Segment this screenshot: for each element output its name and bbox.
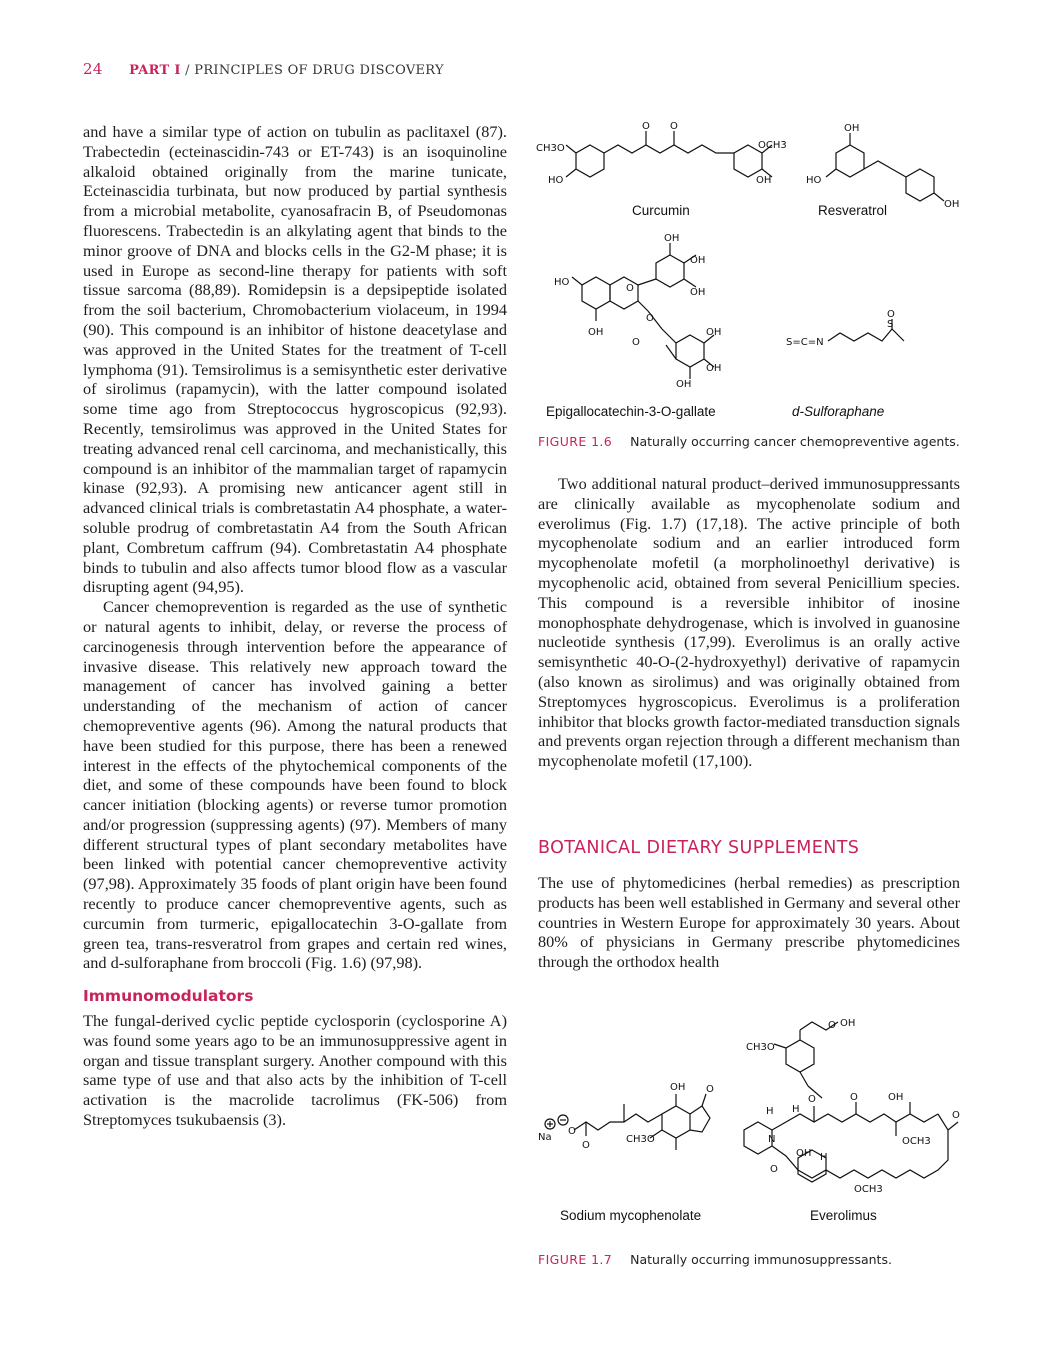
everolimus-n: N xyxy=(768,1134,776,1145)
egcg-ring-o: O xyxy=(626,283,634,294)
running-header xyxy=(83,60,444,78)
everolimus-och3-2: OCH3 xyxy=(854,1184,883,1195)
left-paragraph-2: Cancer chemoprevention is regarded as the use of synthetic or natural agents to inhibit, delay, or reverse the process of carcinogenesis through intervention before the appearance of invasive disease. This relatively new approach toward the management of cancer has involved gaining a better understanding of the mechanism of action of cancer chemopreventive agents (96). Among the natural products that have been studied for this purpose, there has been a renewed interest in the effects of the phytochemical components of the diet, and some of these compounds have been found to block cancer initiation (blocking agents) or reverse tumor promotion and/or progression (suppressing agents) (97). Members of many different structural types of plant secondary metabolites have been linked with potential cancer chemopreventive activity (97,98). Approximately 35 foods of plant origin have been found recently to produce cancer chemopreventive agents, such as curcumin from turmeric, epigallocatechin 3-O-gallate from green tea, trans-resveratrol from grapes and certain red wines, and d-sulforaphane from broccoli (Fig. 1.6) (97,98). xyxy=(83,597,507,973)
figure-1-6-structures xyxy=(530,115,970,430)
everolimus-oh-top: OH xyxy=(840,1018,856,1029)
egcg-oh-4: OH xyxy=(706,327,722,338)
curcumin-structure xyxy=(566,131,772,177)
everolimus-och3-1: OCH3 xyxy=(902,1136,931,1147)
mycophenolate-o-1: O xyxy=(568,1126,576,1137)
right-paragraph-2: The use of phytomedicines (herbal remedies) as prescription products has been well established in Germany and several other countries in Western Europe for approximately 30 years. About 80% of physicians in Germany prescribe phytomedicines through the orthodox health xyxy=(538,873,960,972)
egcg-oh-2: OH xyxy=(690,255,706,266)
egcg-carbonyl-o: O xyxy=(632,337,640,348)
egcg-oh-1: OH xyxy=(664,233,680,244)
subheading-immunomodulators: Immunomodulators xyxy=(83,987,254,1006)
curcumin-o-1: O xyxy=(642,121,650,132)
page-number: 24 xyxy=(83,60,103,78)
compound-name-resveratrol: Resveratrol xyxy=(818,203,888,218)
everolimus-o-2: O xyxy=(808,1094,816,1105)
section-heading-botanical: BOTANICAL DIETARY SUPPLEMENTS xyxy=(538,838,860,858)
curcumin-oh-right: OH xyxy=(756,175,772,186)
resveratrol-oh-right: OH xyxy=(944,199,960,210)
compound-name-everolimus: Everolimus xyxy=(810,1208,877,1223)
everolimus-h-3: H xyxy=(820,1152,828,1163)
curcumin-och3-right: OCH3 xyxy=(758,140,787,151)
egcg-oh-5: OH xyxy=(706,363,722,374)
compound-name-sulforaphane: d-Sulforaphane xyxy=(792,404,885,419)
compound-name-egcg: Epigallocatechin-3-O-gallate xyxy=(546,404,716,419)
egcg-ho: HO xyxy=(554,277,570,288)
everolimus-o-5: O xyxy=(770,1164,778,1175)
resveratrol-structure xyxy=(826,133,944,201)
curcumin-o-2: O xyxy=(670,121,678,132)
compound-name-mycophenolate: Sodium mycophenolate xyxy=(560,1208,702,1223)
everolimus-h-2: H xyxy=(792,1104,800,1115)
everolimus-oh-right: OH xyxy=(888,1092,904,1103)
egcg-ester-o: O xyxy=(646,313,654,324)
figure-1-6-label: FIGURE 1.6 xyxy=(538,434,613,449)
egcg-oh-bottom: OH xyxy=(588,327,604,338)
left-paragraph-1: and have a similar type of action on tubulin as paclitaxel (87). Trabectedin (ecteinascidin-743 or ET-743) is an isoquinoline alkaloid obtained originally from the marine tunicate, Ecteinascidia turbinata, but now produced by partial synthesis from a microbial metabolite, cyanosafracin B, of Pseudomonas fluorescens. Trabectedin is an alkylating agent that binds to the minor groove of DNA and blocks cells in the G2-M phase; it is used in Europe as second-line therapy for patients with soft tissue sarcoma (88,89). Romidepsin is a depsipeptide isolated from the soil bacterium, Chromobacterium violaceum, in 1994 (90). This compound is an inhibitor of histone deacetylase and was approved in the United States for the treatment of T-cell lymphoma (91). Temsirolimus is a semisynthetic ester derivative of sirolimus (rapamycin), with the latter compound isolated some time ago from Streptococcus hygroscopicus (92,93). Recently, temsirolimus was approved in the United States for treating advanced renal cell carcinoma, and mechanistically, this compound is an inhibitor of the mammalian target of rapamycin kinase (92,93). A promising new anticancer agent still in advanced clinical trials is combretastatin A4 phosphate, a water-soluble prodrug of combretastatin A4 from the South African plant, Combretum caffrum (94). Combretastatin A4 phosphate binds to tubulin and also affects tumor blood flow as a vascular disrupting agent (94,95). xyxy=(83,122,507,597)
figure-1-7-caption-text: Naturally occurring immunosuppressants. xyxy=(630,1252,892,1267)
everolimus-oh-mid: OH xyxy=(796,1148,812,1159)
everolimus-o-1: O xyxy=(828,1020,836,1031)
figure-1-7-structures xyxy=(530,1010,970,1240)
figure-1-6 xyxy=(530,115,970,430)
figure-1-6-caption xyxy=(538,434,960,449)
header-separator: / xyxy=(185,63,190,78)
mycophenolate-o-2: O xyxy=(582,1140,590,1151)
mycophenolate-oh: OH xyxy=(670,1082,686,1093)
compound-name-curcumin: Curcumin xyxy=(632,203,690,218)
mycophenolate-na: Na xyxy=(538,1132,552,1143)
figure-1-7-caption xyxy=(538,1252,892,1267)
resveratrol-ho: HO xyxy=(806,175,822,186)
everolimus-ch3o: CH3O xyxy=(746,1042,775,1053)
left-column xyxy=(83,122,507,1130)
everolimus-o-4: O xyxy=(952,1110,960,1121)
sulforaphane-o: O xyxy=(887,309,895,320)
right-paragraph-1: Two additional natural product–derived immunosuppressants are clinically available as mycophenolate sodium and everolimus (Fig. 1.7) (17,18). The active principle of both mycophenolate sodium and an earlier introduced form mycophenolate mofetil (a morpholinoethyl derivative) is mycophenolic acid, obtained from several Penicillium species. This compound is a reversible inhibitor of inosine monophosphate dehydrogenase, which is involved in guanosine nucleotide synthesis (17,99). Everolimus is an orally active semisynthetic 40-O-(2-hydroxyethyl) derivative of rapamycin (also known as sirolimus) and was originally obtained from Streptomyces hygroscopicus. Everolimus is a proliferation inhibitor that blocks growth factor-mediated transduction signals and prevents organ rejection through a different mechanism than mycophenolate mofetil (17,100). xyxy=(538,474,960,771)
header-title: PRINCIPLES OF DRUG DISCOVERY xyxy=(194,63,444,78)
part-label: PART I xyxy=(129,63,181,78)
sulforaphane-scn: S=C=N xyxy=(786,337,824,348)
curcumin-ho-left: HO xyxy=(548,175,564,186)
figure-1-7 xyxy=(530,1010,970,1240)
figure-1-7-label: FIGURE 1.7 xyxy=(538,1252,613,1267)
figure-1-6-caption-text: Naturally occurring cancer chemopreventive agents. xyxy=(630,434,960,449)
left-paragraph-3: The fungal-derived cyclic peptide cyclosporin (cyclosporine A) was found some years ago to be an immunosuppressive agent in organ and tissue transplant surgery. Another compound with this same type of use and that also acts by the inhibition of T-cell activation is the macrolide tacrolimus (FK-506) from Streptomyces tsukubaensis (3). xyxy=(83,1011,507,1130)
everolimus-o-3: O xyxy=(850,1092,858,1103)
egcg-oh-6: OH xyxy=(676,379,692,390)
resveratrol-oh-top: OH xyxy=(844,123,860,134)
egcg-oh-3: OH xyxy=(690,287,706,298)
right-column-top xyxy=(538,474,960,771)
sulforaphane-s: S xyxy=(887,319,894,330)
everolimus-h-1: H xyxy=(766,1106,774,1117)
mycophenolate-lactone-o: O xyxy=(706,1084,714,1095)
right-column-bottom xyxy=(538,873,960,972)
mycophenolate-ch3o: CH3O xyxy=(626,1134,655,1145)
curcumin-och3-left: CH3O xyxy=(536,143,565,154)
